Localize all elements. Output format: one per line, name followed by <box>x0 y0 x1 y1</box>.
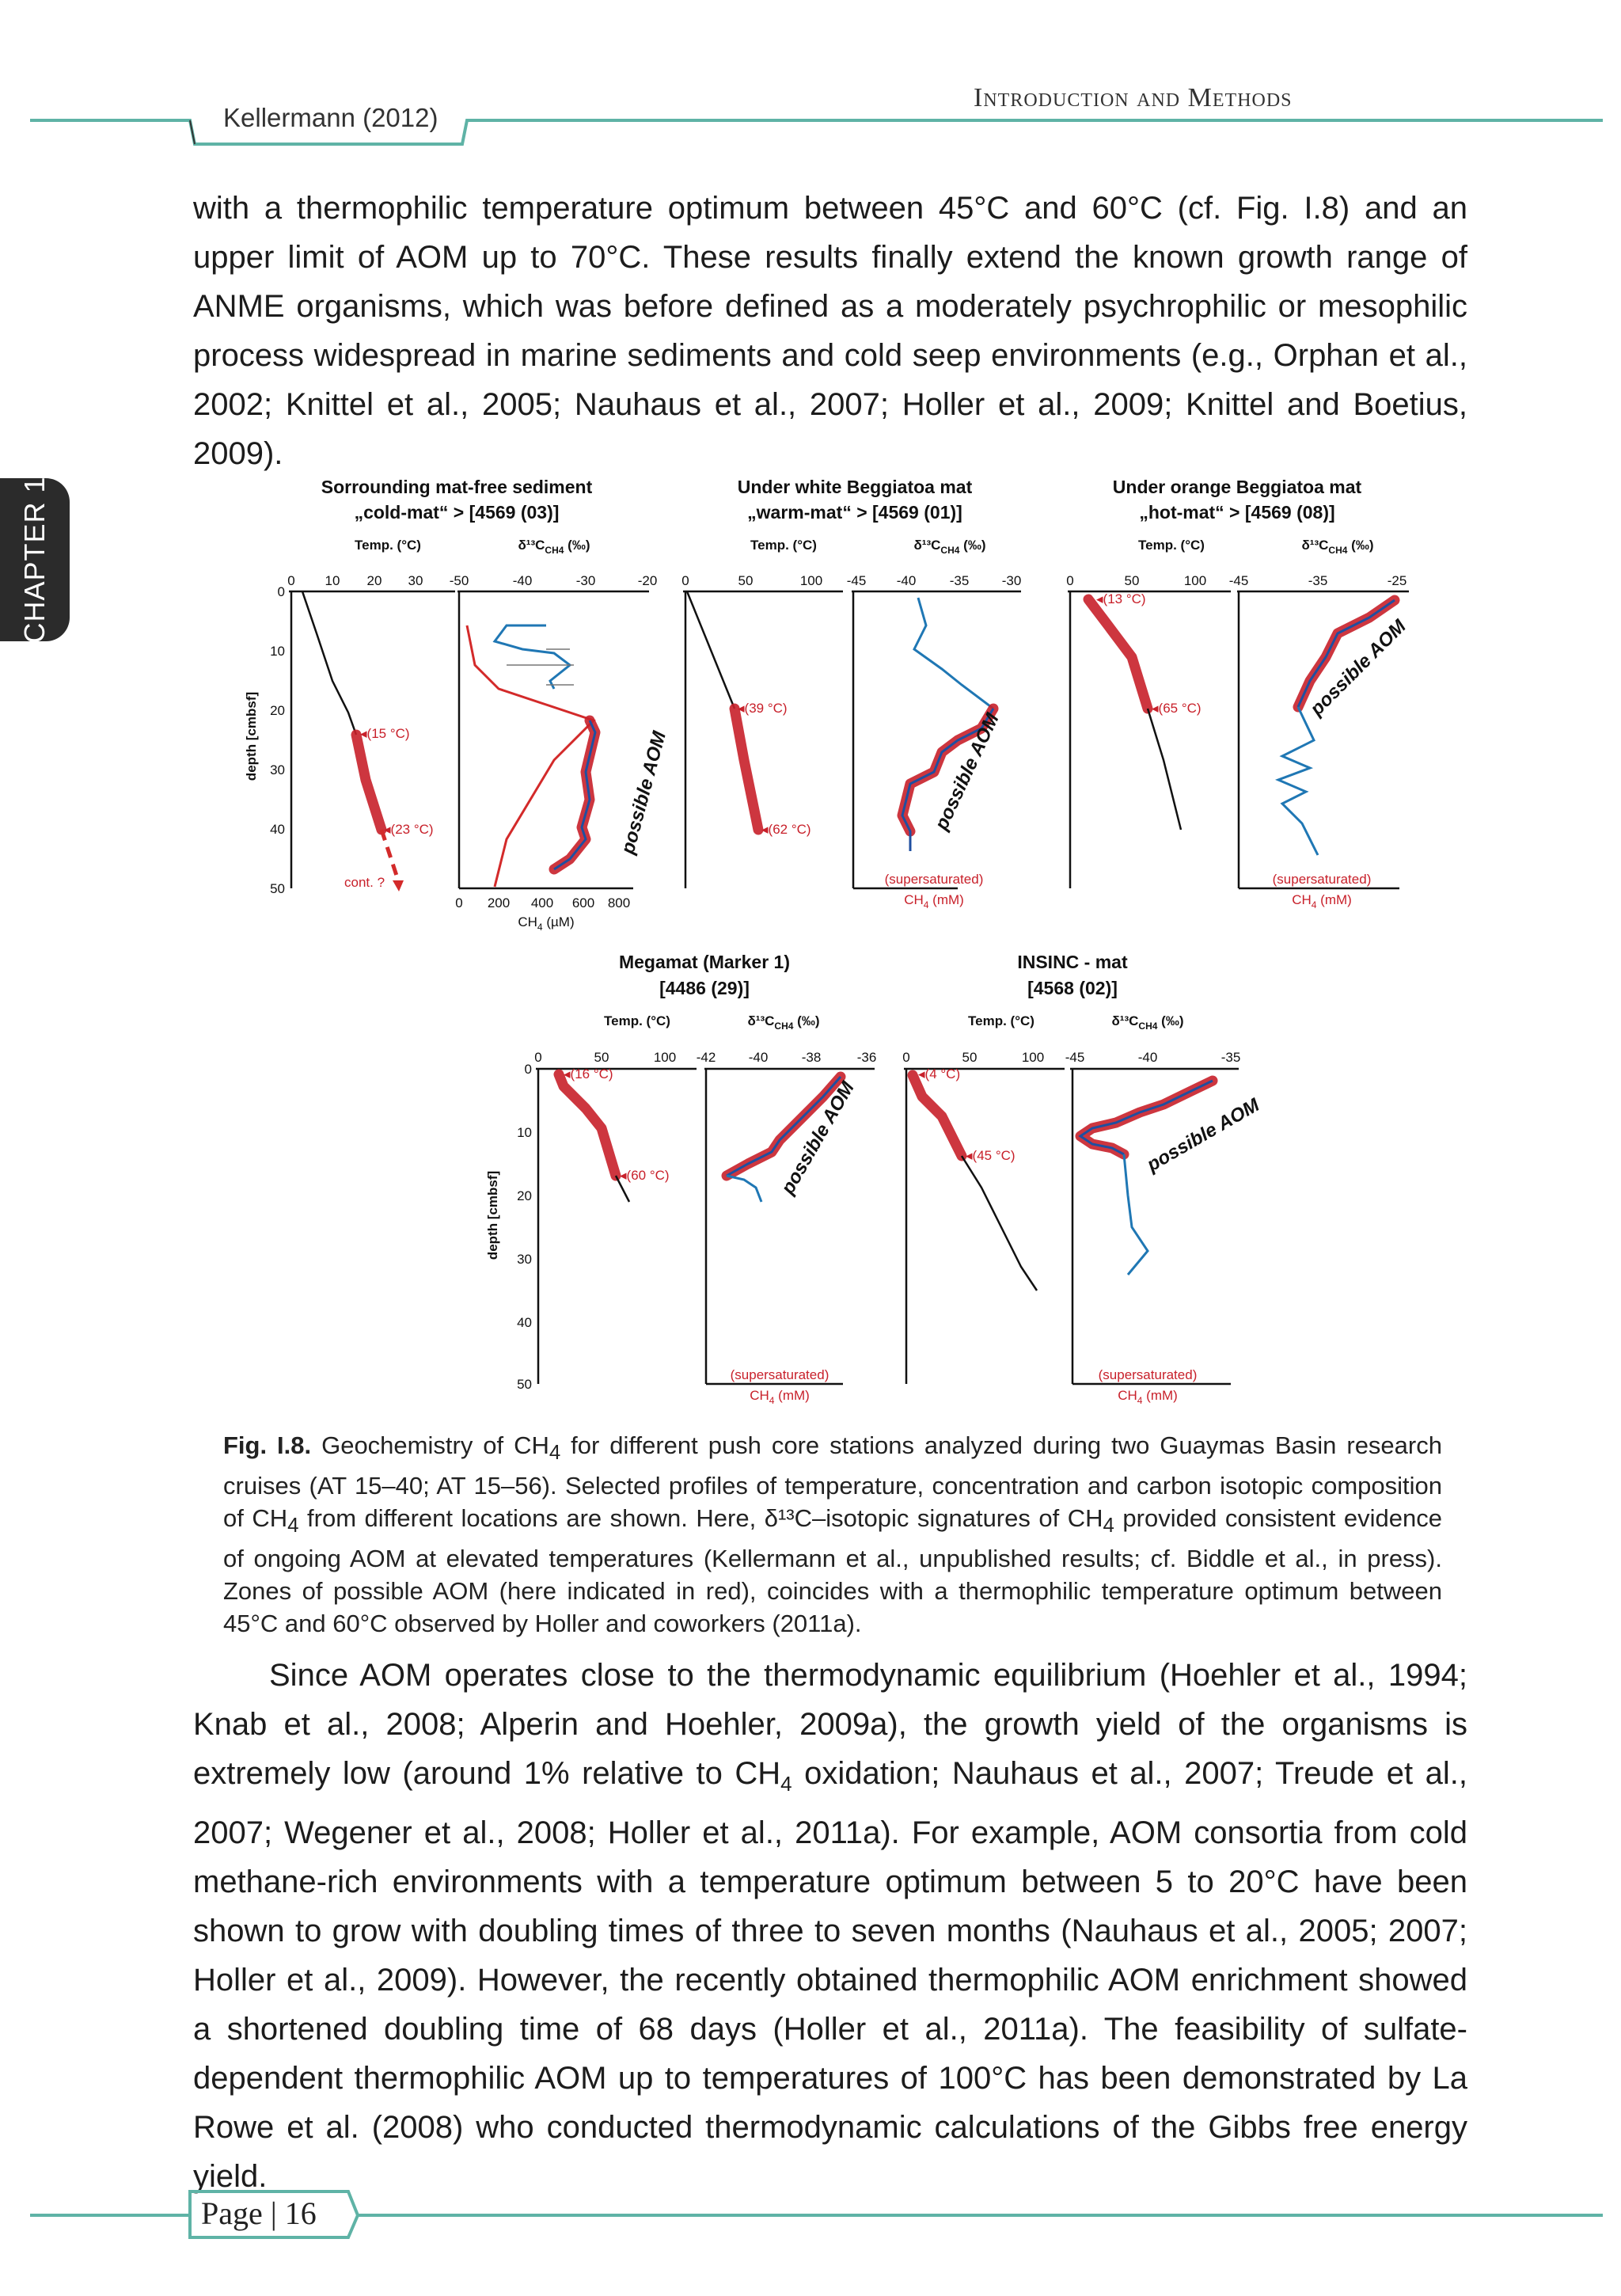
svg-text:20: 20 <box>517 1188 532 1203</box>
svg-text:CH4 (mM): $CH_4$ (mM) <box>904 892 964 910</box>
svg-text:-45: -45 <box>1228 573 1249 588</box>
svg-text:-50: -50 <box>449 573 469 588</box>
svg-text:CH4 (mM): $CH_4$ (mM) <box>1292 892 1352 910</box>
svg-text:0: 0 <box>524 1062 532 1077</box>
panel-1-temp-axes <box>270 573 455 896</box>
panel-5-temp-axes <box>902 1050 1065 1384</box>
panel-5-subtitle: [4568 (02)] <box>1027 978 1118 998</box>
svg-text:0: 0 <box>902 1050 910 1065</box>
depth-axis-label-1: depth [cmbsf] <box>244 691 259 781</box>
temp-label-2: Temp. (°C) <box>750 538 817 553</box>
svg-text:◂(4 °C): ◂(4 °C) <box>918 1066 961 1081</box>
svg-text:possible AOM: possible AOM <box>776 1078 859 1198</box>
svg-text:(supersaturated): (supersaturated) <box>1098 1367 1198 1382</box>
svg-text:10: 10 <box>270 644 285 659</box>
svg-text:50: 50 <box>1124 573 1140 588</box>
svg-text:possible AOM: possible AOM <box>1306 615 1410 720</box>
svg-text:◂(15 °C): ◂(15 °C) <box>360 726 410 741</box>
svg-text:possible AOM: possible AOM <box>617 728 670 857</box>
svg-text:-30: -30 <box>1001 573 1022 588</box>
svg-text:0: 0 <box>1066 573 1074 588</box>
panel-5-title: INSINC - mat <box>1017 952 1128 972</box>
svg-text:-45: -45 <box>1065 1050 1085 1065</box>
svg-text:0: 0 <box>681 573 689 588</box>
svg-text:-35: -35 <box>949 573 970 588</box>
svg-text:50: 50 <box>270 881 285 896</box>
svg-text:CH4 (mM): $CH_4$ (mM) <box>750 1388 810 1406</box>
iso-label-4: $\delta^{13}C_{CH4}$ (‰) <box>747 1013 820 1032</box>
svg-text:50: 50 <box>594 1050 609 1065</box>
svg-text:◂(62 °C): ◂(62 °C) <box>761 822 811 837</box>
figure-caption: Fig. I.8. Geochemistry of $CH_4$ for different push core stations analyzed during two Guaymas Basin research cruises (AT 15–40; AT 15–56). Selected profiles of temperature, concentration and carbon isotopic composition of $CH_4$ from different locations are shown. Here, δ¹³C–isotopic signatures of $CH_4$ provided consistent evidence of ongoing AOM at elevated temperatures (Kellermann et al., unpublished results; cf. Biddle et al., in press). Zones of possible AOM (here indicated in red), coincides with a thermophilic temperature optimum between 45°C and 60°C observed by Holler and coworkers (2011a). <box>223 1431 1442 1638</box>
svg-text:50: 50 <box>962 1050 978 1065</box>
panel-3-title: Under orange Beggiatoa mat <box>1112 477 1362 497</box>
panel-4-subtitle: [4486 (29)] <box>659 978 750 998</box>
panel-2-temp-axes <box>681 573 843 888</box>
svg-text:possible AOM: possible AOM <box>930 709 1004 834</box>
intro-paragraph-text: with a thermophilic temperature optimum between 45°C and 60°C (cf. Fig. I.8) and an upper limit of AOM up to 70°C. These results finally extend the known growth range of ANME organisms, which was before defined as a moderately psychrophilic or mesophilic process widespread in marine sediments and cold seep environments (e.g., Orphan et al., 2002; Knittel et al., 2005; Nauhaus et al., 2007; Holler et al., 2009; Knittel and Boetius, 2009). <box>193 191 1467 471</box>
panel-1-iso-axes <box>450 573 671 933</box>
svg-text:20: 20 <box>270 703 285 718</box>
iso-label-5: $\delta^{13}C_{CH4}$ (‰) <box>1111 1013 1184 1032</box>
panel-4-temp-axes <box>517 1050 697 1392</box>
temp-label-4: Temp. (°C) <box>604 1013 670 1028</box>
svg-text:100: 100 <box>1183 573 1207 588</box>
panel-1-title: Sorrounding mat-free sediment <box>321 477 593 497</box>
svg-text:50: 50 <box>738 573 754 588</box>
svg-text:-42: -42 <box>696 1050 716 1065</box>
panel-3-temp-axes <box>1066 573 1231 888</box>
svg-text:-35: -35 <box>1220 1050 1241 1065</box>
svg-text:400: 400 <box>530 895 554 910</box>
temp-label-1: Temp. (°C) <box>355 538 421 553</box>
svg-text:0: 0 <box>534 1050 542 1065</box>
svg-text:(supersaturated): (supersaturated) <box>884 872 984 887</box>
svg-text:50: 50 <box>517 1377 532 1392</box>
chapter-tab-label: CHAPTER 1 <box>18 476 51 644</box>
panel-2-title: Under white Beggiatoa mat <box>737 477 973 497</box>
svg-text:◂(45 °C): ◂(45 °C) <box>966 1148 1015 1163</box>
svg-text:600: 600 <box>571 895 595 910</box>
svg-text:30: 30 <box>408 573 423 588</box>
panel-1-temp-xticks <box>287 573 423 588</box>
svg-text:100: 100 <box>1021 1050 1045 1065</box>
svg-text:-38: -38 <box>801 1050 822 1065</box>
panel-2-iso-axes <box>847 573 1022 910</box>
svg-text:30: 30 <box>270 762 285 777</box>
svg-text:0: 0 <box>287 573 295 588</box>
body-paragraph-text: Since AOM operates close to the thermodynamic equilibrium (Hoehler et al., 1994; Knab et al., 2008; Alperin and Hoehler, 2009a), the growth yield of the organisms is extremely low (around 1% relative to $CH_4$ oxidation; Nauhaus et al., 2007; Treude et al., 2007; Wegener et al., 2008; Holler et al., 2011a). For example, AOM consortia from cold methane-rich environments with a temperature optimum between 5 to 20°C have been shown to grow with doubling times of three to seven months (Nauhaus et al., 2005; 2007; Holler et al., 2009). However, the recently obtained thermophilic AOM enrichment showed a shortened doubling time of 68 days (Holler et al., 2011a). The feasibility of sulfate-dependent thermophilic AOM up to temperatures of 100°C has been demonstrated by La Rowe et al. (2008) who conducted thermodynamic calculations of the Gibbs free energy yield. <box>193 1658 1467 2194</box>
svg-text:-20: -20 <box>637 573 658 588</box>
svg-text:100: 100 <box>653 1050 677 1065</box>
svg-text:0: 0 <box>277 584 285 599</box>
running-author: Kellermann (2012) <box>223 103 438 132</box>
svg-text:◂(23 °C): ◂(23 °C) <box>384 822 434 837</box>
svg-text:(supersaturated): (supersaturated) <box>730 1367 829 1382</box>
svg-text:◂(39 °C): ◂(39 °C) <box>738 701 788 716</box>
svg-text:-40: -40 <box>512 573 533 588</box>
svg-text:CH4 (mM): $CH_4$ (mM) <box>1118 1388 1178 1406</box>
svg-text:cont. ?: cont. ? <box>344 875 385 890</box>
svg-text:10: 10 <box>517 1125 532 1140</box>
svg-text:◂(60 °C): ◂(60 °C) <box>620 1168 670 1183</box>
iso-label-2: $\delta^{13}C_{CH4}$ (‰) <box>913 538 986 556</box>
svg-text:10: 10 <box>325 573 340 588</box>
svg-text:-45: -45 <box>846 573 867 588</box>
panel-3-iso-axes <box>1229 573 1411 910</box>
svg-text:-25: -25 <box>1387 573 1407 588</box>
panel-3-subtitle: „hot-mat“ > [4569 (08)] <box>1139 502 1335 523</box>
panel-2-subtitle: „warm-mat“ > [4569 (01)] <box>747 502 962 523</box>
panel-1-subtitle: „cold-mat“ > [4569 (03)] <box>354 502 560 523</box>
page-number: Page | 16 <box>201 2195 317 2231</box>
svg-text:-35: -35 <box>1308 573 1328 588</box>
panel-5-iso-axes <box>1065 1050 1264 1406</box>
svg-text:-30: -30 <box>575 573 596 588</box>
running-section-title: Introduction and Methods <box>974 83 1293 112</box>
svg-text:40: 40 <box>517 1315 532 1330</box>
panel-4-title: Megamat (Marker 1) <box>618 952 791 972</box>
svg-text:100: 100 <box>799 573 823 588</box>
depth-axis-label-2: depth [cmbsf] <box>485 1170 500 1260</box>
temp-label-5: Temp. (°C) <box>968 1013 1034 1028</box>
svg-text:-36: -36 <box>856 1050 877 1065</box>
svg-text:40: 40 <box>270 822 285 837</box>
svg-text:◂(16 °C): ◂(16 °C) <box>564 1066 613 1081</box>
iso-label-3: $\delta^{13}C_{CH4}$ (‰) <box>1301 538 1374 556</box>
svg-text:20: 20 <box>366 573 382 588</box>
svg-text:-40: -40 <box>748 1050 769 1065</box>
temp-label-3: Temp. (°C) <box>1138 538 1205 553</box>
svg-text:◂(13 °C): ◂(13 °C) <box>1096 591 1146 606</box>
panel-4-iso-axes <box>697 1050 877 1406</box>
svg-text:-40: -40 <box>1137 1050 1158 1065</box>
iso-label-1: $\delta^{13}C_{CH4}$ (‰) <box>518 538 590 556</box>
svg-text:◂(65 °C): ◂(65 °C) <box>1152 701 1202 716</box>
svg-text:800: 800 <box>607 895 631 910</box>
svg-text:200: 200 <box>487 895 511 910</box>
panel-1-yticks <box>270 584 285 896</box>
svg-text:(supersaturated): (supersaturated) <box>1272 872 1372 887</box>
svg-text:possible AOM: possible AOM <box>1143 1094 1263 1177</box>
svg-text:-40: -40 <box>896 573 917 588</box>
svg-text:CH4 (µM): $CH_4$ (µM) <box>518 914 575 933</box>
caption-label: Fig. I.8. <box>223 1431 312 1459</box>
body-paragraph <box>193 1651 1467 2201</box>
svg-text:30: 30 <box>517 1252 532 1267</box>
svg-text:0: 0 <box>455 895 463 910</box>
